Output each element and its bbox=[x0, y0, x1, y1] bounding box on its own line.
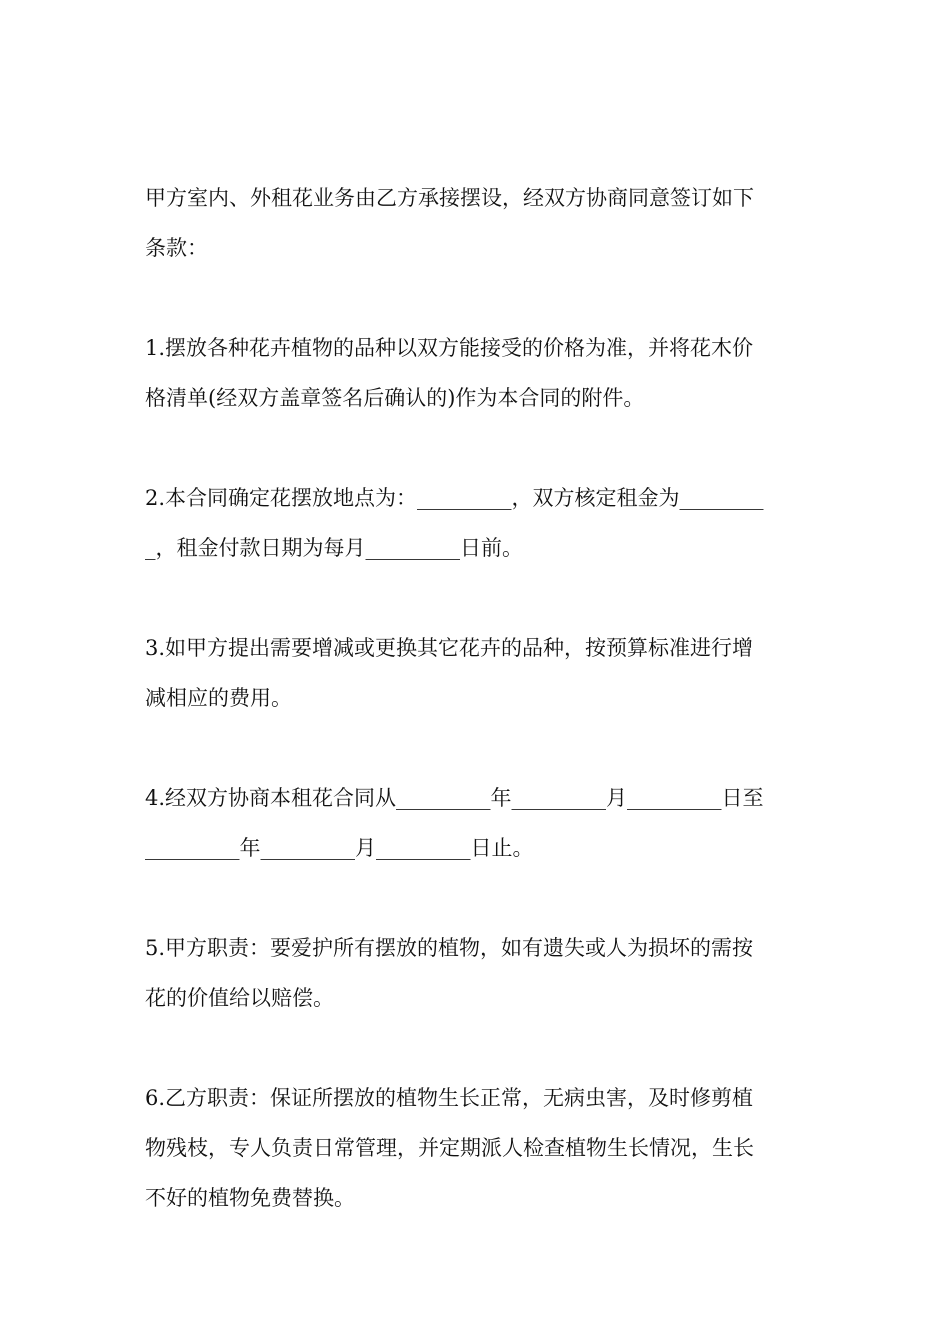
clause-3-paragraph bbox=[145, 623, 810, 723]
intro-paragraph bbox=[145, 173, 810, 273]
text-line: 甲方室内、外租花业务由乙方承接摆设，经双方协商同意签订如下 bbox=[145, 186, 754, 210]
text-line: _，租金付款日期为每月_________日前。 bbox=[145, 536, 523, 560]
text-line: 条款： bbox=[145, 236, 208, 260]
clause-5-paragraph bbox=[145, 923, 810, 1023]
text-line: 5.甲方职责：要爱护所有摆放的植物，如有遗失或人为损坏的需按 bbox=[145, 936, 754, 960]
clause-6-paragraph bbox=[145, 1073, 810, 1223]
clause-1-paragraph bbox=[145, 323, 810, 423]
text-line: 物残枝，专人负责日常管理，并定期派人检查植物生长情况，生长 bbox=[145, 1136, 754, 1160]
text-line: 4.经双方协商本租花合同从_________年_________月_________日至 bbox=[145, 786, 764, 810]
text-line: 格清单(经双方盖章签名后确认的)作为本合同的附件。 bbox=[145, 386, 645, 410]
text-line: 减相应的费用。 bbox=[145, 686, 292, 710]
text-line: 花的价值给以赔偿。 bbox=[145, 986, 334, 1010]
text-line: 2.本合同确定花摆放地点为：_________，双方核定租金为________ bbox=[145, 486, 764, 510]
clause-4-paragraph bbox=[145, 773, 810, 873]
text-line: _________年_________月_________日止。 bbox=[145, 836, 534, 860]
clause-2-paragraph bbox=[145, 473, 810, 573]
text-line: 6.乙方职责：保证所摆放的植物生长正常，无病虫害，及时修剪植 bbox=[145, 1086, 754, 1110]
text-line: 1.摆放各种花卉植物的品种以双方能接受的价格为准，并将花木价 bbox=[145, 336, 754, 360]
text-line: 3.如甲方提出需要增减或更换其它花卉的品种，按预算标准进行增 bbox=[145, 636, 754, 660]
text-line: 不好的植物免费替换。 bbox=[145, 1186, 355, 1210]
